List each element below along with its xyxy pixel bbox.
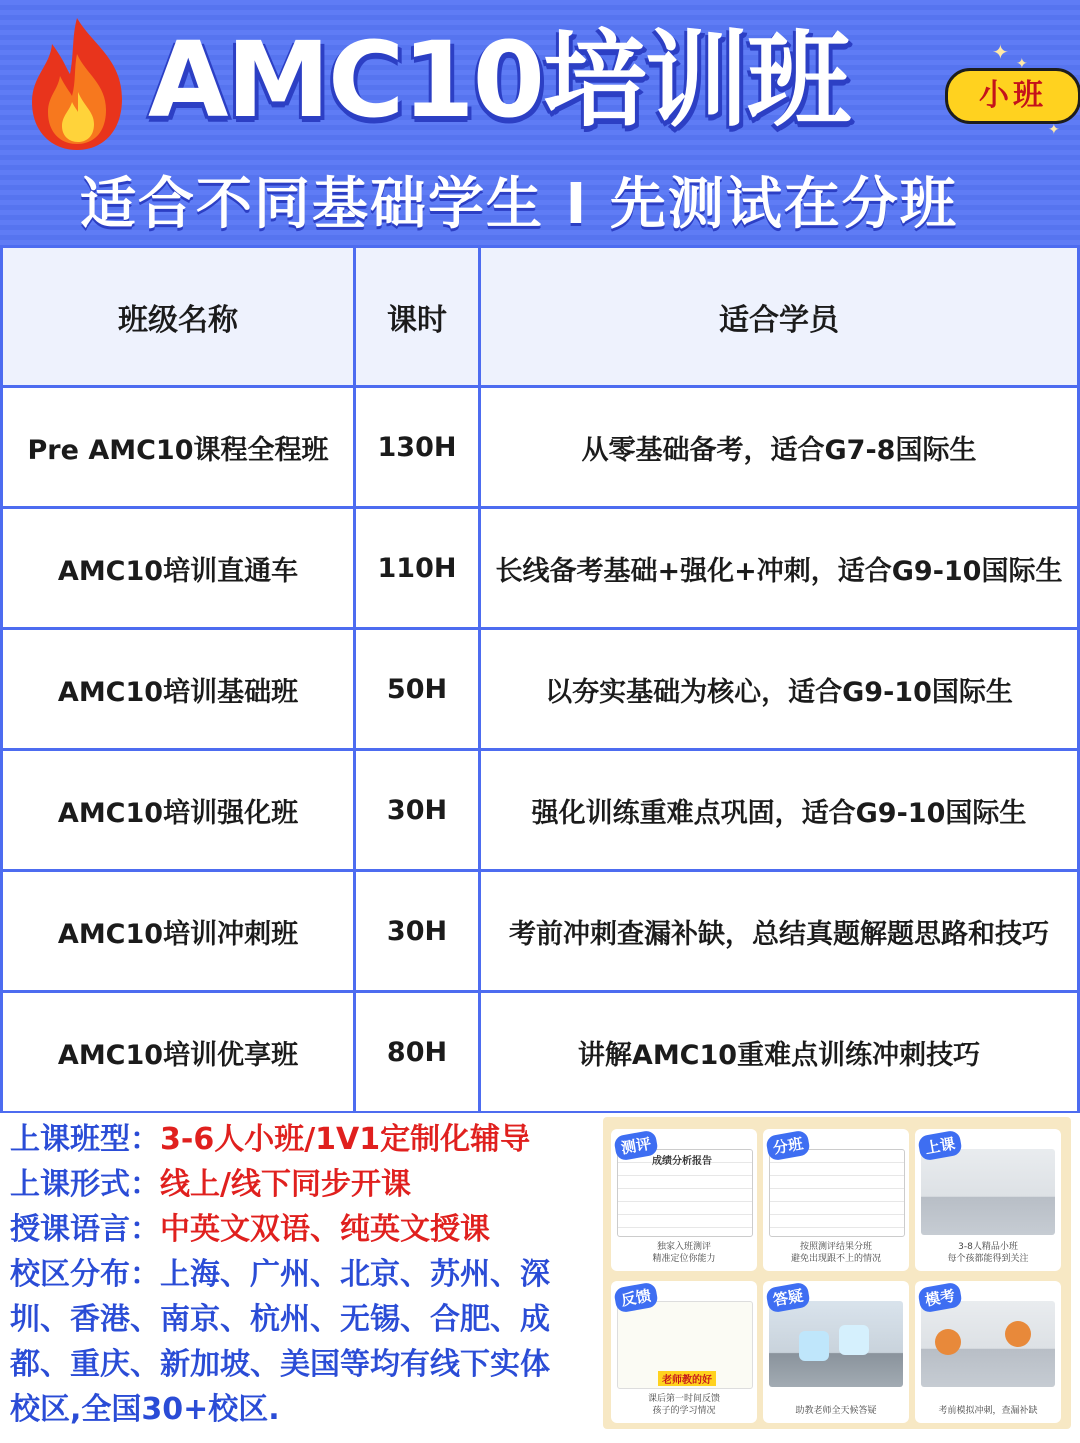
table-row [2, 387, 1079, 508]
sparkle-icon: ✦ [1016, 56, 1028, 72]
flame-icon [22, 14, 132, 154]
classroom-photo [921, 1149, 1055, 1235]
collage-cell-mock-exam [915, 1281, 1061, 1423]
class-name-cell: AMC10培训优享班 [2, 992, 355, 1113]
hours-cell: 30H [355, 871, 480, 992]
step-caption: 按照测评结果分班 避免出现跟不上的情况 [790, 1242, 881, 1264]
hours-cell: 110H [355, 508, 480, 629]
step-tag: 分班 [765, 1130, 811, 1162]
feedback-image: 老师教的好 [617, 1301, 753, 1389]
class-name-cell: AMC10培训强化班 [2, 750, 355, 871]
table-row [2, 750, 1079, 871]
qa-photo [769, 1301, 903, 1387]
class-name-cell: AMC10培训直通车 [2, 508, 355, 629]
class-name-cell: AMC10培训基础班 [2, 629, 355, 750]
collage-cell-feedback [611, 1281, 757, 1423]
table-row [2, 629, 1079, 750]
table-row [2, 508, 1079, 629]
target-cell: 强化训练重难点巩固，适合G9-10国际生 [480, 750, 1079, 871]
sparkle-icon: ✦ [992, 40, 1009, 64]
small-class-badge: 小班 [945, 68, 1080, 124]
target-cell: 以夯实基础为核心，适合G9-10国际生 [480, 629, 1079, 750]
info-section [0, 1113, 1080, 1443]
campus-line: 校区,全国30+校区. [10, 1392, 280, 1427]
hours-cell: 80H [355, 992, 480, 1113]
class-name-cell: Pre AMC10课程全程班 [2, 387, 355, 508]
collage-cell-grouping [763, 1129, 909, 1271]
hours-cell: 30H [355, 750, 480, 871]
step-caption: 课后第一时间反馈 孩子的学习情况 [647, 1394, 720, 1416]
collage-cell-class [915, 1129, 1061, 1271]
target-cell: 考前冲刺查漏补缺，总结真题解题思路和技巧 [480, 871, 1079, 992]
step-caption: 独家入班测评 精准定位你能力 [652, 1242, 716, 1264]
language-line: 授课语言：中英文双语、纯英文授课 [10, 1212, 490, 1247]
collage-cell-qa [763, 1281, 909, 1423]
step-caption: 考前模拟冲刺，查漏补缺 [938, 1406, 1038, 1416]
sparkle-icon: ✦ [1048, 122, 1060, 138]
column-header: 班级名称 [2, 247, 355, 387]
step-caption: 3-8人精品小班 每个孩都能得到关注 [947, 1242, 1029, 1264]
collage-cell-assessment [611, 1129, 757, 1271]
table-row [2, 871, 1079, 992]
table-header-row [2, 247, 1079, 387]
hours-cell: 130H [355, 387, 480, 508]
course-info [10, 1117, 600, 1432]
target-cell: 从零基础备考，适合G7-8国际生 [480, 387, 1079, 508]
campus-line: 圳、香港、南京、杭州、无锡、合肥、成 [10, 1302, 550, 1337]
target-cell: 讲解AMC10重难点训练冲刺技巧 [480, 992, 1079, 1113]
class-name-cell: AMC10培训冲刺班 [2, 871, 355, 992]
step-tag: 模考 [917, 1282, 963, 1314]
step-caption: 助教老师全天候答疑 [795, 1406, 877, 1416]
report-image: 成绩分析报告 [617, 1149, 753, 1237]
format-line: 上课形式：线上/线下同步开课 [10, 1167, 411, 1202]
page-subtitle: 适合不同基础学生 I 先测试在分班 [80, 172, 958, 237]
campus-line: 校区分布：上海、广州、北京、苏州、深 [10, 1257, 550, 1292]
target-cell: 长线备考基础+强化+冲刺，适合G9-10国际生 [480, 508, 1079, 629]
curriculum-image [769, 1149, 905, 1237]
page-title: AMC10培训班 [148, 19, 850, 141]
column-header: 课时 [355, 247, 480, 387]
process-collage [603, 1117, 1071, 1429]
hours-cell: 50H [355, 629, 480, 750]
campus-line: 都、重庆、新加坡、美国等均有线下实体 [10, 1347, 550, 1382]
column-header: 适合学员 [480, 247, 1079, 387]
step-tag: 答疑 [765, 1282, 811, 1314]
mock-exam-photo [921, 1301, 1055, 1387]
header-banner [0, 0, 1080, 245]
table-row [2, 992, 1079, 1113]
step-tag: 反馈 [613, 1282, 659, 1314]
course-table [0, 245, 1080, 1114]
step-tag: 测评 [613, 1130, 659, 1162]
class-type-line: 上课班型：3-6人小班/1V1定制化辅导 [10, 1122, 531, 1157]
step-tag: 上课 [917, 1130, 963, 1162]
